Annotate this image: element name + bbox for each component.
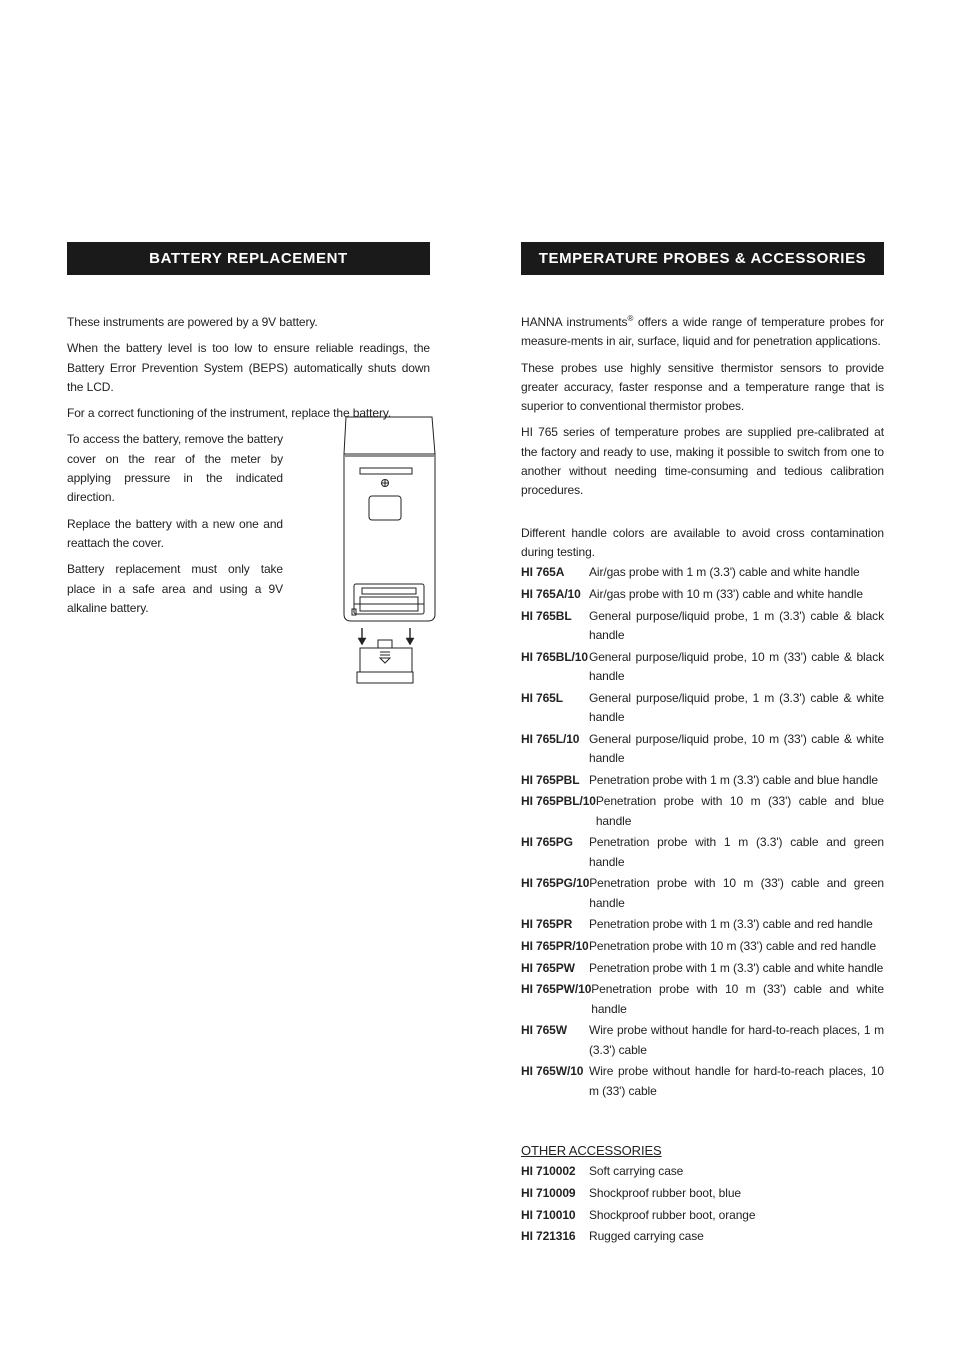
battery-para-3: For a correct functioning of the instrument, replace the battery. — [67, 406, 392, 421]
accessory-desc: Soft carrying case — [589, 1164, 684, 1179]
list-item — [521, 980, 884, 1019]
battery-para-1: These instruments are powered by a 9V battery. — [67, 315, 318, 329]
meter-body — [344, 454, 435, 621]
registered-mark: ® — [627, 314, 634, 323]
probes-para-2: These probes use highly sensitive thermistor sensors to provide greater accuracy, faster response and a temperature range that is superior to conventional thermistor probes. — [521, 360, 884, 414]
probe-code: HI 765BL/10 — [521, 649, 588, 664]
accessory-code: HI 710002 — [521, 1164, 576, 1179]
probe-desc: Penetration probe with 10 m (33') cable and red handle — [589, 938, 877, 953]
probe-code: HI 765A/10 — [521, 586, 581, 601]
probe-desc: Air/gas probe with 1 m (3.3') cable and white handle — [589, 565, 860, 580]
accessory-desc: Shockproof rubber boot, blue — [589, 1185, 741, 1200]
probe-code: HI 765PG — [521, 835, 573, 850]
probes-intro-text: offers a wide range of temperature probes for measure-ments in air, surface, liquid and for penetration applications. — [521, 315, 884, 349]
probe-code: HI 765A — [521, 565, 565, 580]
probe-desc: Penetration probe with 10 m (33') cable and blue handle — [595, 794, 884, 828]
probe-desc: Wire probe without handle for hard-to-reach places, 10 m (33') cable — [589, 1064, 884, 1098]
list-item — [521, 689, 884, 728]
probe-code: HI 765PW/10 — [521, 982, 592, 997]
probes-section — [521, 242, 884, 1249]
probe-code: HI 765PBL/10 — [521, 794, 596, 809]
battery-para-5: Replace the battery with a new one and reattach the cover. — [67, 516, 283, 550]
probe-code: HI 765L — [521, 690, 563, 705]
probe-desc: Air/gas probe with 10 m (33') cable and white handle — [589, 586, 863, 601]
series-code: HI 765 — [521, 425, 558, 440]
battery-section-title: BATTERY REPLACEMENT — [67, 242, 430, 275]
list-item — [521, 833, 884, 872]
accessory-code: HI 721316 — [521, 1229, 576, 1244]
list-item — [521, 730, 884, 769]
battery-cover — [357, 640, 413, 683]
probe-code: HI 765PR/10 — [521, 938, 589, 953]
probe-desc: Penetration probe with 10 m (33') cable and white handle — [591, 982, 884, 1016]
list-item — [521, 1062, 884, 1101]
accessory-list — [521, 1162, 884, 1246]
probe-code: HI 765PBL — [521, 772, 580, 787]
probes-para-3-text: series of temperature probes are supplied pre-calibrated at the factory and ready to use, making it possible to switch from one to another without needing time-consuming and tedious calibration procedures. — [521, 425, 884, 498]
list-item — [521, 1021, 884, 1060]
list-item — [521, 937, 884, 956]
probe-desc: General purpose/liquid probe, 1 m (3.3') cable & black handle — [589, 608, 884, 642]
battery-para-2: When the battery level is too low to ensure reliable readings, the Battery Error Prevention System (BEPS) automatically shuts down the LCD. — [67, 341, 430, 394]
list-item — [521, 959, 884, 978]
probe-code: HI 765W — [521, 1023, 567, 1038]
accessory-code: HI 710009 — [521, 1185, 576, 1200]
probe-desc: General purpose/liquid probe, 10 m (33') cable & black handle — [589, 649, 884, 683]
down-arrow-icon — [358, 628, 414, 645]
accessory-desc: Rugged carrying case — [589, 1229, 704, 1244]
list-item — [521, 771, 884, 790]
probe-desc: General purpose/liquid probe, 10 m (33') cable & white handle — [589, 731, 884, 765]
other-accessories-title: OTHER ACCESSORIES — [521, 1142, 662, 1158]
list-item — [521, 874, 884, 913]
probe-list — [521, 563, 884, 1101]
probe-desc: Penetration probe with 1 m (3.3') cable and green handle — [589, 835, 884, 869]
list-item — [521, 1162, 884, 1181]
probe-code: HI 765BL — [521, 608, 572, 623]
list-item — [521, 1206, 884, 1225]
list-item — [521, 915, 884, 934]
list-item — [521, 1227, 884, 1246]
accessory-desc: Shockproof rubber boot, orange — [589, 1207, 756, 1222]
list-item — [521, 563, 884, 582]
probe-code: HI 765PR — [521, 917, 573, 932]
list-item — [521, 607, 884, 646]
battery-para-6: Battery replacement must only take place in a safe area and using a 9V alkaline battery. — [67, 562, 283, 615]
probe-desc: Penetration probe with 10 m (33') cable and green handle — [589, 876, 884, 910]
probe-desc: Penetration probe with 1 m (3.3') cable and red handle — [589, 917, 873, 932]
probes-section-body — [521, 313, 884, 1247]
list-item — [521, 648, 884, 687]
probes-intro — [521, 313, 884, 352]
probe-desc: Wire probe without handle for hard-to-reach places, 1 m (3.3') cable — [589, 1023, 884, 1057]
brand-name: HANNA instruments — [521, 315, 628, 329]
probes-section-title: TEMPERATURE PROBES & ACCESSORIES — [521, 242, 884, 275]
probe-code: HI 765L/10 — [521, 731, 580, 746]
battery-para-4: To access the battery, remove the battery cover on the rear of the meter by applying pressure in the indicated direction. — [67, 432, 283, 505]
probe-desc: Penetration probe with 1 m (3.3') cable and blue handle — [589, 772, 878, 787]
meter-label-slot — [360, 468, 412, 474]
accessory-code: HI 710010 — [521, 1207, 576, 1222]
probes-para-3 — [521, 423, 884, 500]
meter-top-cap — [344, 417, 435, 454]
probe-code: HI 765PW — [521, 960, 575, 975]
probe-code: HI 765PG/10 — [521, 876, 590, 891]
list-item — [521, 792, 884, 831]
list-item — [521, 585, 884, 604]
probe-desc: Penetration probe with 1 m (3.3') cable and white handle — [589, 960, 884, 975]
meter-rear-drawing — [342, 416, 437, 686]
meter-window — [369, 496, 401, 520]
probe-desc: General purpose/liquid probe, 1 m (3.3') cable & white handle — [589, 690, 884, 724]
probe-code: HI 765W/10 — [521, 1064, 584, 1079]
list-item — [521, 1184, 884, 1203]
probes-para-4: Different handle colors are available to avoid cross contamination during testing. — [521, 525, 884, 559]
